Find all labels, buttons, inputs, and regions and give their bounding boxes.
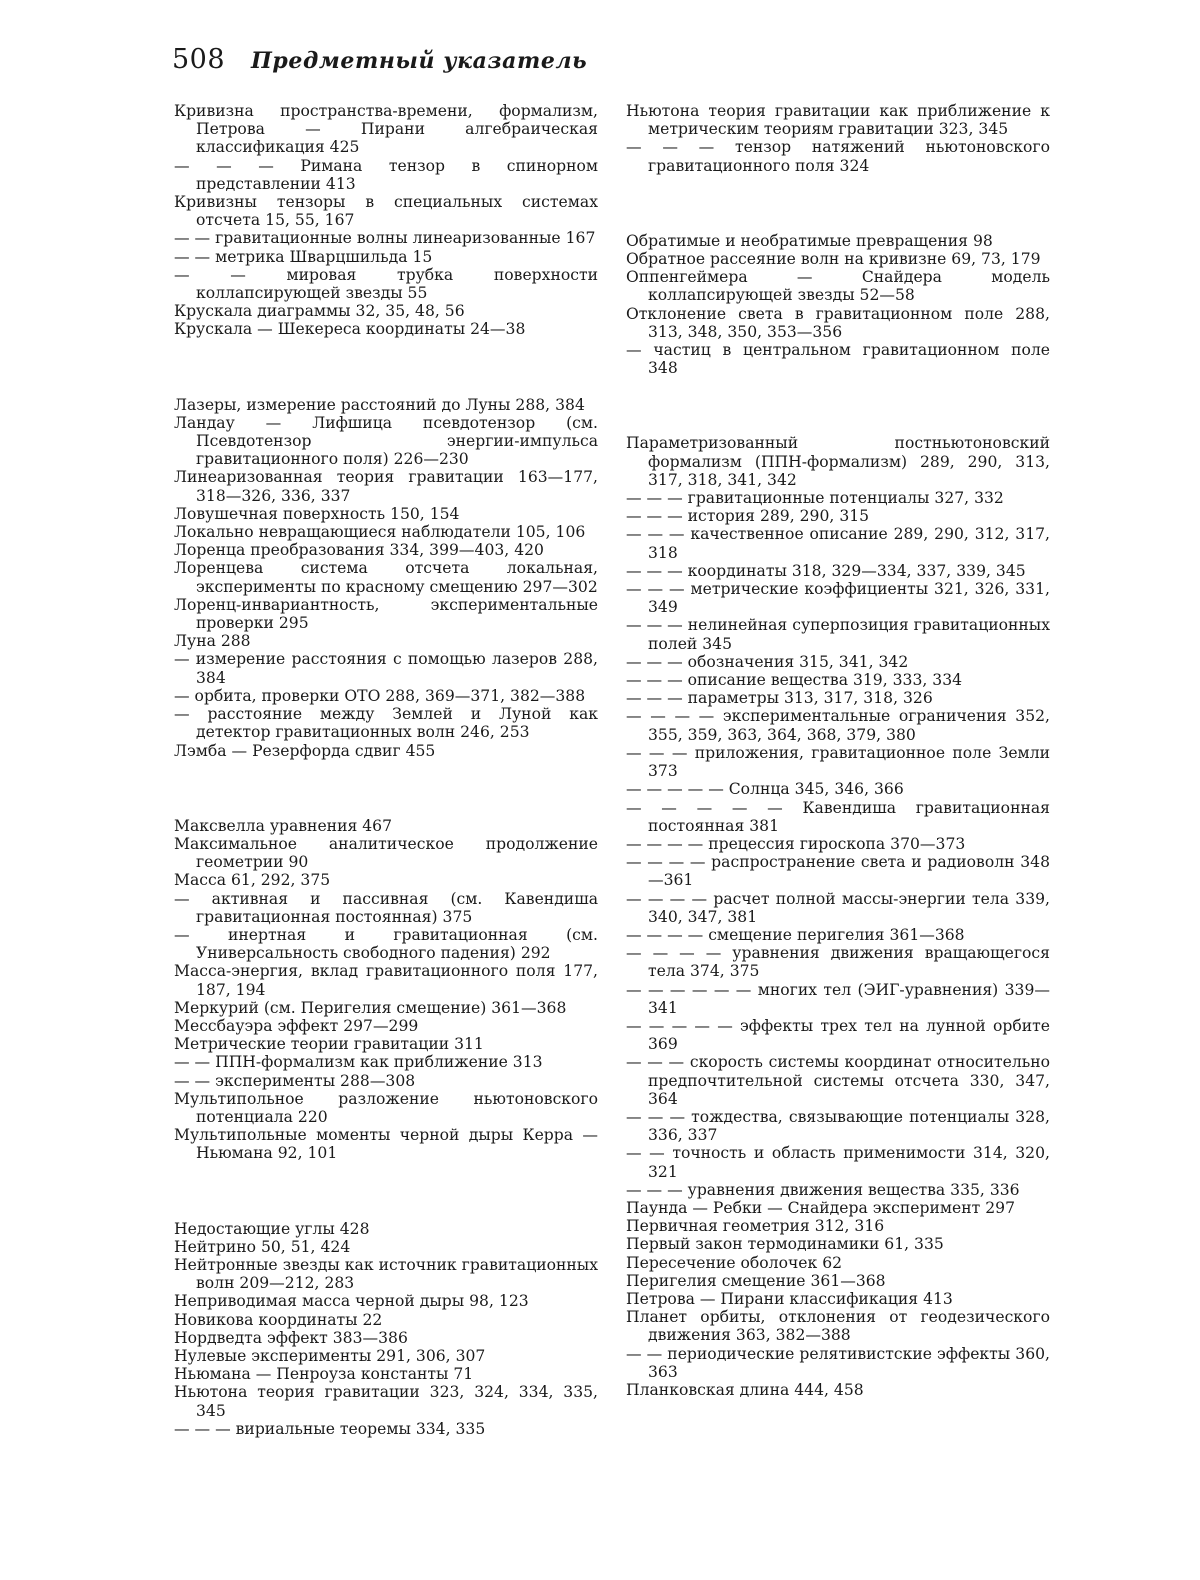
- index-entry: — — — — — — многих тел (ЭИГ-уравнения) 339—341: [626, 980, 1050, 1017]
- index-entry: — активная и пассивная (см. Кавендиша гравитационная постоянная) 375: [174, 889, 598, 926]
- index-entry: Нулевые эксперименты 291, 306, 307: [174, 1346, 486, 1365]
- index-entry: Локально невращающиеся наблюдатели 105, 106: [174, 523, 586, 542]
- index-entry: — — — — распространение света и радиоволн 348—361: [626, 853, 1050, 890]
- index-entry: Первый закон термодинамики 61, 335: [626, 1235, 944, 1254]
- index-entry: Неприводимая масса черной дыры 98, 123: [174, 1292, 529, 1311]
- index-entry: Лоренцева система отсчета локальная, эксперименты по красному смещению 297—302: [174, 559, 598, 596]
- index-entry: — — — — — Солнца 345, 346, 366: [626, 780, 904, 799]
- index-entry: — — метрика Шварцшильда 15: [174, 247, 433, 266]
- index-entry: — — точность и область применимости 314, 320, 321: [626, 1144, 1050, 1181]
- index-entry: — — — приложения, гравитационное поле Земли 373: [626, 743, 1050, 781]
- index-entry: — — — обозначения 315, 341, 342: [626, 652, 909, 671]
- page-number: 508: [172, 44, 226, 75]
- index-entry: — — периодические релятивистские эффекты 360, 363: [626, 1344, 1050, 1381]
- index-entry: Мессбауэра эффект 297—299: [174, 1016, 419, 1035]
- index-letter-group: [174, 1220, 598, 1438]
- index-entry: — — — качественное описание 289, 290, 312, 317, 318: [626, 525, 1050, 562]
- index-entry: — — — — смещение перигелия 361—368: [626, 925, 965, 944]
- index-entry: Ньюмана — Пенроуза константы 71: [174, 1365, 474, 1384]
- index-entry: — — — тензор натяжений ньютоновского гравитационного поля 324: [626, 138, 1050, 175]
- index-entry: Максвелла уравнения 467: [174, 816, 393, 835]
- index-entry: Ньютона теория гравитации как приближение к метрическим теориям гравитации 323, 345: [626, 102, 1050, 139]
- index-entry: Ньютона теория гравитации 323, 324, 334, 335, 345: [174, 1383, 598, 1420]
- index-entry: — — — метрические коэффициенты 321, 326, 331, 349: [626, 580, 1050, 617]
- index-entry: — расстояние между Землей и Луной как детектор гравитационных волн 246, 253: [174, 705, 598, 742]
- index-entry: Параметризованный постньютоновский формализм (ППН-формализм) 289, 290, 313, 317, 318, 341, 342: [626, 434, 1050, 489]
- index-entry: Пересечение оболочек 62: [626, 1253, 843, 1272]
- index-entry: Недостающие углы 428: [174, 1219, 370, 1238]
- index-letter-group: [626, 434, 1050, 1399]
- index-entry: Нейтрино 50, 51, 424: [174, 1237, 351, 1256]
- index-entry: Лазеры, измерение расстояний до Луны 288, 384: [174, 395, 585, 414]
- page-title: Предметный указатель: [251, 48, 588, 74]
- index-entry: Масса-энергия, вклад гравитационного поля 177, 187, 194: [174, 962, 598, 999]
- index-entry: — орбита, проверки ОТО 288, 369—371, 382—388: [174, 686, 586, 705]
- index-entry: Первичная геометрия 312, 316: [626, 1217, 885, 1236]
- index-entry: — — эксперименты 288—308: [174, 1071, 416, 1090]
- index-entry: — инертная и гравитационная (см. Универсальность свободного падения) 292: [174, 925, 598, 963]
- index-entry: Масса 61, 292, 375: [174, 871, 331, 890]
- page-header: [172, 44, 587, 75]
- index-letter-group: [174, 102, 598, 339]
- index-entry: — — — — прецессия гироскопа 370—373: [626, 834, 966, 853]
- index-column-right: [626, 102, 1050, 1456]
- index-entry: — — — гравитационные потенциалы 327, 332: [626, 489, 1004, 508]
- index-entry: Лэмба — Резерфорда сдвиг 455: [174, 741, 436, 760]
- index-entry: Перигелия смещение 361—368: [626, 1271, 886, 1290]
- index-letter-group: [626, 102, 1050, 175]
- index-entry: — — — Римана тензор в спинорном представлении 413: [174, 156, 598, 193]
- index-entry: Ловушечная поверхность 150, 154: [174, 504, 460, 523]
- index-entry: — — — вириальные теоремы 334, 335: [174, 1419, 486, 1438]
- index-entry: Отклонение света в гравитационном поле 288, 313, 348, 350, 353—356: [626, 304, 1050, 341]
- index-entry: Лоренц-инвариантность, экспериментальные проверки 295: [174, 595, 598, 633]
- index-entry: — — — координаты 318, 329—334, 337, 339, 345: [626, 561, 1026, 580]
- index-entry: — частиц в центральном гравитационном поле 348: [626, 341, 1050, 378]
- index-letter-group: [174, 396, 598, 760]
- index-entry: Максимальное аналитическое продолжение геометрии 90: [174, 834, 598, 872]
- index-entry: — — гравитационные волны линеаризованные 167: [174, 229, 596, 248]
- index-entry: — — — — расчет полной массы-энергии тела 339, 340, 347, 381: [626, 889, 1050, 926]
- index-entry: Крускала диаграммы 32, 35, 48, 56: [174, 302, 465, 321]
- index-entry: Паунда — Ребки — Снайдера эксперимент 297: [626, 1198, 1016, 1217]
- index-entry: — — — нелинейная суперпозиция гравитационных полей 345: [626, 616, 1050, 653]
- index-entry: — — — скорость системы координат относительно предпочтительной системы отсчета 330, 347, 364: [626, 1053, 1050, 1108]
- index-entry: Нейтронные звезды как источник гравитационных волн 209—212, 283: [174, 1255, 598, 1293]
- index-entry: Планет орбиты, отклонения от геодезического движения 363, 382—388: [626, 1308, 1050, 1345]
- index-entry: Оппенгеймера — Снайдера модель коллапсирующей звезды 52—58: [626, 268, 1050, 305]
- index-entry: — измерение расстояния с помощью лазеров 288, 384: [174, 650, 598, 687]
- index-entry: — — — описание вещества 319, 333, 334: [626, 671, 963, 690]
- index-entry: Обратимые и необратимые превращения 98: [626, 231, 993, 250]
- index-entry: Планковская длина 444, 458: [626, 1381, 864, 1399]
- index-entry: Кривизна пространства-времени, формализм, Петрова — Пирани алгебраическая классификация 425: [174, 102, 598, 157]
- index-entry: Кривизны тензоры в специальных системах отсчета 15, 55, 167: [174, 193, 598, 230]
- index-entry: — — — — экспериментальные ограничения 352, 355, 359, 363, 364, 368, 379, 380: [626, 707, 1050, 744]
- index-entry: Крускала — Шекереса координаты 24—38: [174, 320, 526, 339]
- index-entry: Нордведта эффект 383—386: [174, 1328, 408, 1347]
- index-entry: — — — история 289, 290, 315: [626, 507, 870, 526]
- index-entry: — — — — — эффекты трех тел на лунной орбите 369: [626, 1016, 1050, 1054]
- index-entry: Линеаризованная теория гравитации 163—177, 318—326, 336, 337: [174, 468, 598, 505]
- index-entry: Ландау — Лифшица псевдотензор (см. Псевдотензор энергии-импульса гравитационного поля) 226—230: [174, 413, 598, 469]
- index-entry: — — ППН-формализм как приближение 313: [174, 1053, 543, 1072]
- index-column-left: [174, 102, 598, 1495]
- index-entry: — — — — уравнения движения вращающегося тела 374, 375: [626, 944, 1050, 981]
- index-entry: Мультипольное разложение ньютоновского потенциала 220: [174, 1089, 598, 1126]
- index-entry: — — — — — Кавендиша гравитационная постоянная 381: [626, 798, 1050, 835]
- index-entry: Мультипольные моменты черной дыры Керра — Ньюмана 92, 101: [174, 1126, 598, 1163]
- index-entry: — — — параметры 313, 317, 318, 326: [626, 689, 933, 708]
- index-entry: Меркурий (см. Перигелия смещение) 361—368: [174, 998, 567, 1017]
- index-entry: Лоренца преобразования 334, 399—403, 420: [174, 541, 544, 560]
- index-entry: Луна 288: [174, 632, 251, 651]
- index-entry: — — — тождества, связывающие потенциалы 328, 336, 337: [626, 1107, 1050, 1145]
- index-entry: Метрические теории гравитации 311: [174, 1035, 484, 1054]
- index-letter-group: [626, 232, 1050, 378]
- index-entry: — — мировая трубка поверхности коллапсирующей звезды 55: [174, 265, 598, 303]
- index-letter-group: [174, 817, 598, 1163]
- index-entry: — — — уравнения движения вещества 335, 336: [626, 1180, 1020, 1199]
- index-entry: Новикова координаты 22: [174, 1310, 383, 1329]
- index-entry: Петрова — Пирани классификация 413: [626, 1289, 953, 1308]
- index-entry: Обратное рассеяние волн на кривизне 69, 73, 179: [626, 250, 1041, 269]
